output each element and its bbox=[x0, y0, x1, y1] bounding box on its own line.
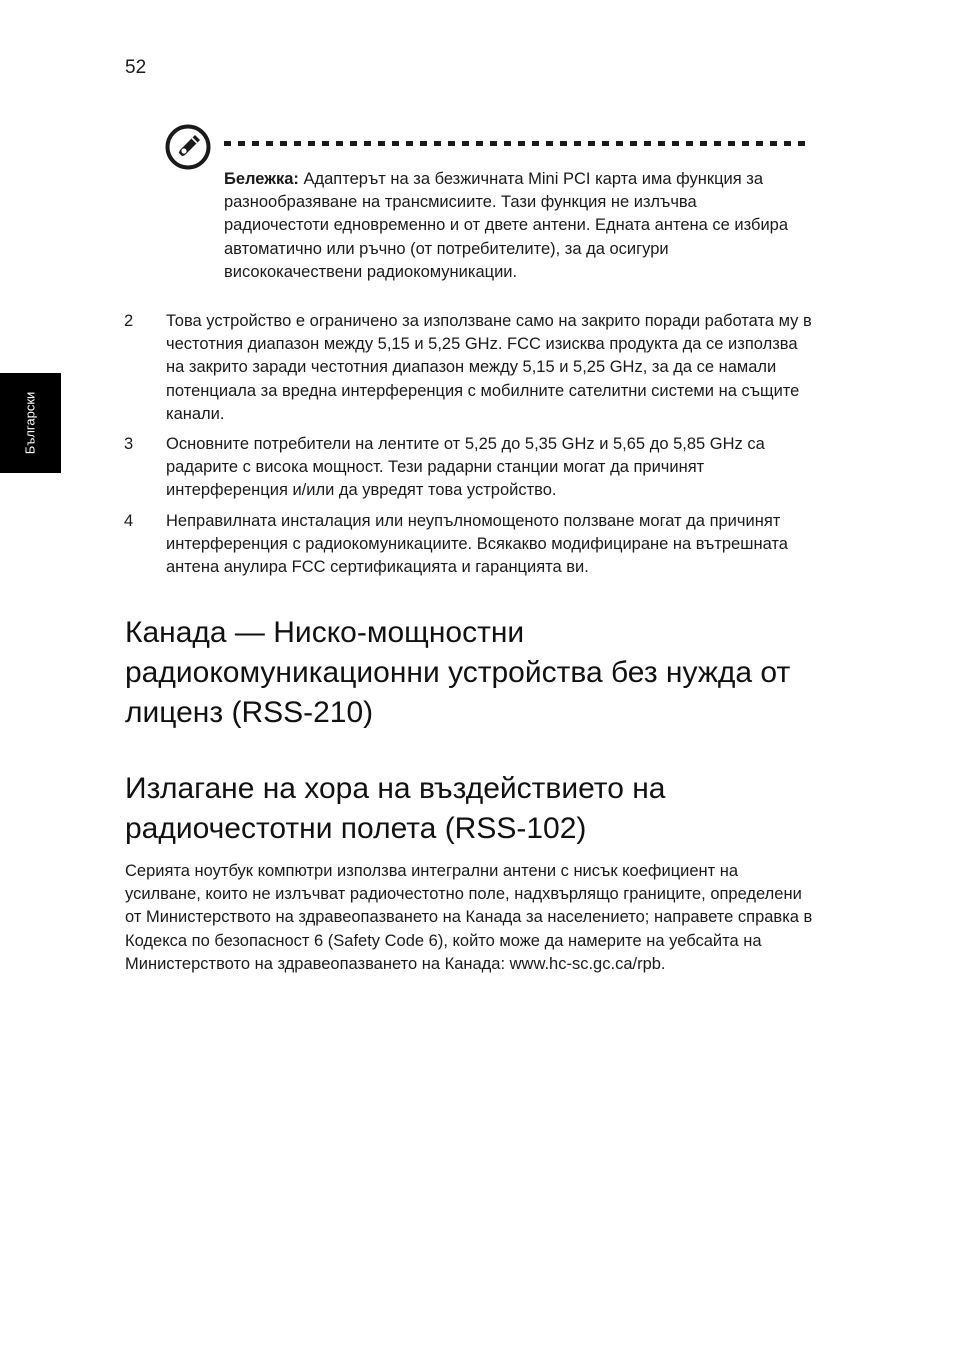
list-item-text: Основните потребители на лентите от 5,25 до 5,35 GHz и 5,65 до 5,85 GHz са радарите с висока мощност. Тези радарни станции могат да причинят интерференция и/или да увредят това устройство. bbox=[166, 435, 765, 500]
page-number: 52 bbox=[125, 57, 147, 78]
list-item-text: Неправилната инсталация или неупълномощеното ползване могат да причинят интерференция с радиокомуникациите. Всякакво модифициране на вътрешната антена анулира FCC сертификацията и гаранцията ви. bbox=[166, 511, 788, 577]
list-item bbox=[124, 310, 814, 426]
language-side-tab bbox=[0, 373, 61, 473]
list-item-number: 3 bbox=[124, 435, 134, 454]
note-pen-icon bbox=[165, 124, 211, 170]
body-paragraph: Серията ноутбук компютри използва интегрални антени с нисък коефициент на усилване, които не излъчват радиочестотно поле, надхвърлящо границите, определени от Министерството на здравеопазването на Канада за населението; направете справка в Кодекса по безопасност 6 (Safety Code 6), който може да намерите на уебсайта на Министерството на здравеопазването на Канада: www.hc-sc.gc.ca/rpb. bbox=[125, 862, 813, 973]
list-item-number: 4 bbox=[124, 511, 134, 530]
numbered-list bbox=[124, 310, 814, 586]
note-body: Адаптерът на за безжичната Mini PCI карта има функция за разнообразяване на трансмисиите. Тази функция не излъчва радиочестоти едновременно и от двете антени. Едната антена се избира автоматично или ръчно (от потребителите), за да осигури висококачествени радиокомуникации. bbox=[224, 170, 789, 281]
note-text bbox=[224, 168, 794, 284]
side-tab-label: Български bbox=[22, 391, 38, 455]
note-lead: Бележка: bbox=[224, 170, 299, 188]
section-heading-canada: Канада — Ниско-мощностни радиокомуникационни устройства без нужда от лиценз (RSS-210) bbox=[125, 616, 791, 729]
list-item bbox=[124, 433, 814, 503]
list-item-number: 2 bbox=[124, 312, 134, 330]
list-item-text: Това устройство е ограничено за използване само на закрито поради работата му в честотния диапазон между 5,15 и 5,25 GHz. FCC изисква продукта да се използва на закрито заради честотния диапазон между 5,15 и 5,25 GHz, за да се намали потенциала за вредна интерференция с мобилните сателитни системи на същите канали. bbox=[166, 312, 812, 423]
note-dotted-rule bbox=[224, 141, 810, 146]
section-heading-rf-exposure: Излагане на хора на въздействието на радиочестотни полета (RSS-102) bbox=[125, 772, 666, 845]
list-item bbox=[124, 510, 814, 580]
